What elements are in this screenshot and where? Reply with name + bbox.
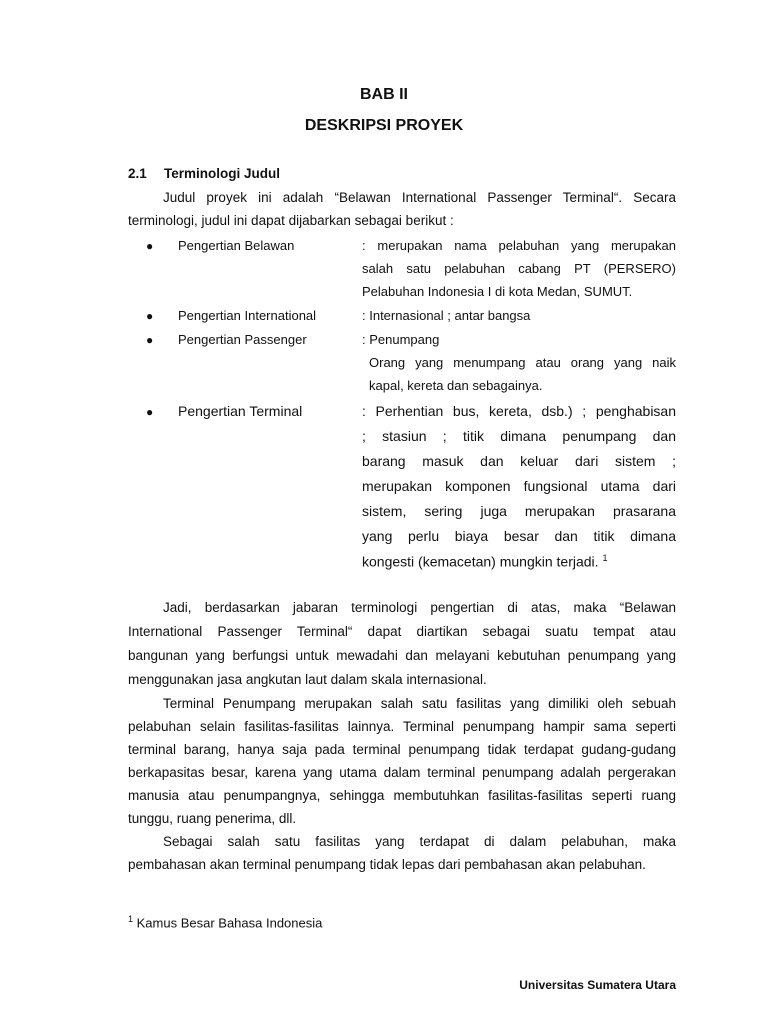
- definition-text: barang masuk dan keluar dari sistem ;: [362, 453, 676, 469]
- section-title: Terminologi Judul: [164, 166, 280, 181]
- bullet-icon: ●: [146, 309, 154, 323]
- chapter-number: BAB II: [360, 86, 408, 103]
- paragraph-line: terminal barang, hanya saja pada terminal penumpang tidak terdapat gudang-gudang: [128, 742, 676, 757]
- paragraph-line: Terminal Penumpang merupakan salah satu fasilitas yang dimiliki oleh sebuah: [163, 696, 676, 711]
- paragraph-line: pembahasan akan terminal penumpang tidak lepas dari pembahasan akan pelabuhan.: [128, 857, 646, 872]
- paragraph-line: Jadi, berdasarkan jabaran terminologi pengertian di atas, maka “Belawan: [163, 600, 676, 615]
- definition-text: ; stasiun ; titik dimana penumpang dan: [362, 428, 676, 444]
- paragraph-line: Sebagai salah satu fasilitas yang terdapat di dalam pelabuhan, maka: [163, 834, 676, 849]
- footnote: [128, 914, 322, 930]
- bullet-icon: ●: [146, 239, 154, 253]
- definition-text: sistem, sering juga merupakan prasarana: [362, 503, 676, 519]
- definition-text: Pelabuhan Indonesia I di kota Medan, SUMUT.: [362, 284, 633, 299]
- chapter-title: DESKRIPSI PROYEK: [304, 117, 464, 134]
- paragraph-line: menggunakan jasa angkutan laut dalam skala internasional.: [128, 672, 487, 687]
- definition-term: Pengertian Belawan: [178, 238, 295, 253]
- intro-line: Judul proyek ini adalah “Belawan International Passenger Terminal“. Secara: [163, 190, 676, 205]
- definition-text: salah satu pelabuhan cabang PT (PERSERO): [362, 261, 676, 276]
- footnote-number: 1: [128, 914, 134, 924]
- paragraph-line: bangunan yang berfungsi untuk mewadahi dan melayani kebutuhan penumpang yang: [128, 648, 676, 663]
- definition-text: : Penumpang: [362, 332, 440, 347]
- bullet-icon: ●: [146, 333, 154, 347]
- definition-term: Pengertian Passenger: [178, 332, 307, 347]
- page-footer: Universitas Sumatera Utara: [519, 978, 676, 992]
- definition-text: merupakan komponen fungsional utama dari: [362, 478, 676, 494]
- definition-text: [362, 553, 676, 570]
- definition-term: Pengertian Terminal: [178, 403, 303, 419]
- definition-text: yang perlu biaya besar dan titik dimana: [362, 528, 676, 544]
- definition-text: : Internasional ; antar bangsa: [362, 308, 531, 323]
- section-number: 2.1: [128, 166, 147, 181]
- definition-text: : merupakan nama pelabuhan yang merupakan: [362, 238, 676, 253]
- definition-text: : Perhentian bus, kereta, dsb.) ; penghabisan: [362, 403, 676, 419]
- footnote-text: Kamus Besar Bahasa Indonesia: [136, 915, 323, 931]
- definition-term: Pengertian International: [178, 308, 317, 323]
- paragraph-line: pelabuhan selain fasilitas-fasilitas lainnya. Terminal penumpang hampir sama seperti: [128, 719, 676, 734]
- paragraph-line: manusia atau penumpangnya, sehingga membutuhkan fasilitas-fasilitas seperti ruang: [128, 788, 676, 803]
- paragraph-line: tunggu, ruang penerima, dll.: [128, 811, 297, 826]
- paragraph-line: berkapasitas besar, karena yang utama dalam terminal penumpang adalah pergerakan: [128, 765, 676, 780]
- bullet-icon: ●: [146, 405, 154, 419]
- definition-text: kapal, kereta dan sebagainya.: [369, 378, 543, 393]
- paragraph-line: International Passenger Terminal“ dapat diartikan sebagai suatu tempat atau: [128, 624, 676, 639]
- intro-line: terminologi, judul ini dapat dijabarkan sebagai berikut :: [128, 213, 454, 228]
- definition-text: Orang yang menumpang atau orang yang naik: [369, 355, 676, 370]
- footnote-ref: 1: [602, 553, 608, 563]
- definition-text-body: kongesti (kemacetan) mungkin terjadi.: [362, 553, 599, 570]
